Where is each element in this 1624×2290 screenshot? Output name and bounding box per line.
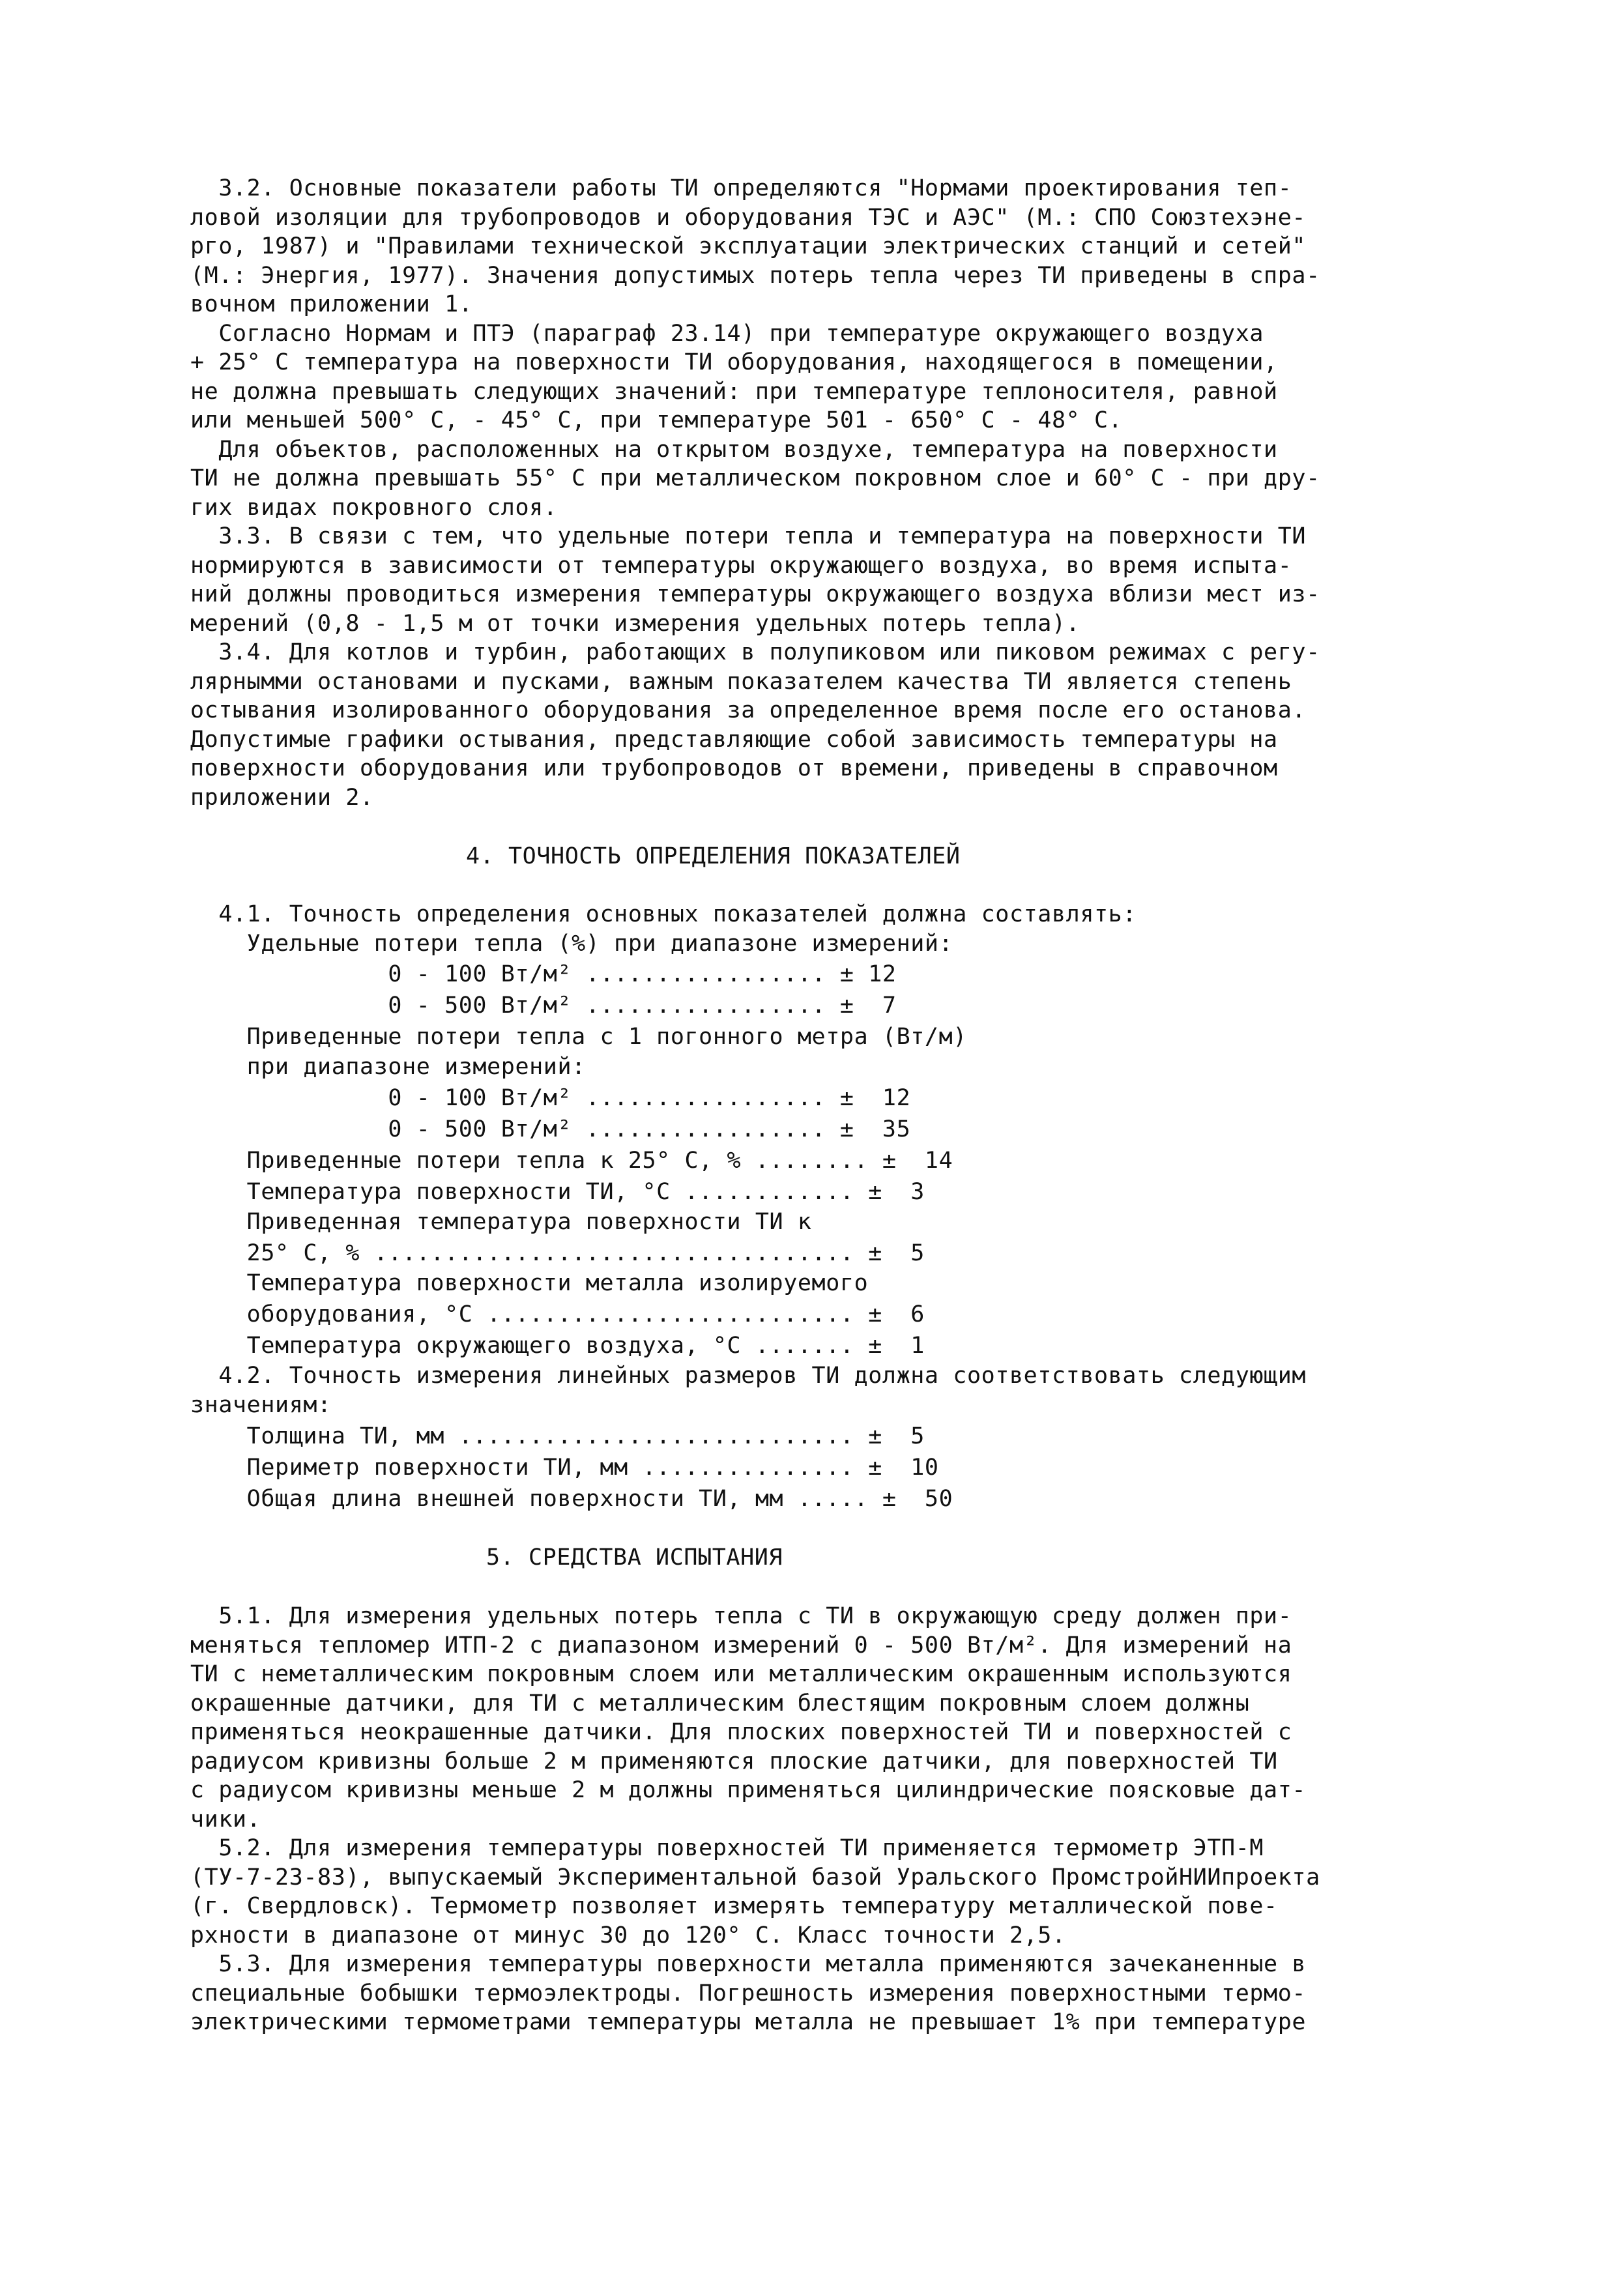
text-line: 0 - 500 Вт/м² ................. ± 35 bbox=[190, 1116, 911, 1142]
text-line: применяться неокрашенные датчики. Для плоских поверхностей ТИ и поверхностей с bbox=[190, 1719, 1292, 1745]
text-line: 5.3. Для измерения температуры поверхности металла применяются зачеканенные в bbox=[190, 1951, 1307, 1977]
text-line: ний должны проводиться измерения температуры окружающего воздуха вблизи мест из- bbox=[190, 581, 1320, 607]
text-line: 0 - 100 Вт/м² ................. ± 12 bbox=[190, 1085, 911, 1111]
text-line: специальные бобышки термоэлектроды. Погрешность измерения поверхностными термо- bbox=[190, 1980, 1307, 2007]
text-line: ТИ с неметаллическим покровным слоем или металлическим окрашенным используются bbox=[190, 1661, 1292, 1687]
text-line: не должна превышать следующих значений: при температуре теплоносителя, равной bbox=[190, 379, 1278, 405]
text-line: Температура окружающего воздуха, °С ....... ± 1 bbox=[190, 1333, 925, 1359]
text-line: 4.1. Точность определения основных показателей должна составлять: bbox=[190, 901, 1137, 927]
text-line: электрическими термометрами температуры металла не превышает 1% при температуре bbox=[190, 2009, 1307, 2035]
text-line: значениям: bbox=[190, 1392, 332, 1418]
text-line: 0 - 100 Вт/м² ................. ± 12 bbox=[190, 961, 897, 987]
text-line: Для объектов, расположенных на открытом воздухе, температура на поверхности bbox=[190, 437, 1278, 463]
text-line: Общая длина внешней поверхности ТИ, мм ..... ± 50 bbox=[190, 1486, 953, 1512]
text-line: гих видах покровного слоя. bbox=[190, 495, 558, 521]
text-line: Удельные потери тепла (%) при диапазоне измерений: bbox=[190, 931, 953, 957]
text-line: при диапазоне измерений: bbox=[190, 1054, 586, 1080]
text-line: 3.2. Основные показатели работы ТИ определяются "Нормами проектирования теп- bbox=[190, 175, 1292, 201]
text-line: Согласно Нормам и ПТЭ (параграф 23.14) при температуре окружающего воздуха bbox=[190, 321, 1264, 347]
text-line: оборудования, °С .......................... ± 6 bbox=[190, 1301, 925, 1327]
text-line: нормируются в зависимости от температуры окружающего воздуха, во время испыта- bbox=[190, 553, 1292, 579]
text-line: мерений (0,8 - 1,5 м от точки измерения удельных потерь тепла). bbox=[190, 611, 1080, 637]
text-line: Толщина ТИ, мм ............................ ± 5 bbox=[190, 1423, 925, 1449]
text-line: рго, 1987) и "Правилами технической эксплуатации электрических станций и сетей" bbox=[190, 233, 1307, 259]
text-line: Приведенная температура поверхности ТИ к bbox=[190, 1209, 812, 1235]
text-line: 5.2. Для измерения температуры поверхностей ТИ применяется термометр ЭТП-М bbox=[190, 1835, 1264, 1861]
text-line: меняться тепломер ИТП-2 с диапазоном измерений 0 - 500 Вт/м². Для измерений на bbox=[190, 1632, 1292, 1659]
text-line: 0 - 500 Вт/м² ................. ± 7 bbox=[190, 993, 897, 1019]
text-line: 5.1. Для измерения удельных потерь тепла с ТИ в окружающую среду должен при- bbox=[190, 1603, 1292, 1629]
text-line: окрашенные датчики, для ТИ с металлическим блестящим покровным слоем должны bbox=[190, 1690, 1250, 1717]
text-line: радиусом кривизны больше 2 м применяются плоские датчики, для поверхностей ТИ bbox=[190, 1748, 1278, 1775]
text-line: или меньшей 500° С, - 45° С, при температуре 501 - 650° С - 48° С. bbox=[190, 407, 1123, 433]
text-line: лярнымми остановами и пусками, важным показателем качества ТИ является степень bbox=[190, 669, 1292, 695]
text-line: ТИ не должна превышать 55° С при металлическом покровном слое и 60° С - при дру- bbox=[190, 465, 1320, 491]
text-line: (ТУ-7-23-83), выпускаемый Экспериментальной базой Уральского ПромстройНИИпроекта bbox=[190, 1864, 1320, 1891]
text-line: 4.2. Точность измерения линейных размеров ТИ должна соответствовать следующим bbox=[190, 1363, 1307, 1389]
text-line: Температура поверхности ТИ, °С ............ ± 3 bbox=[190, 1179, 925, 1205]
text-line: 3.4. Для котлов и турбин, работающих в полупиковом или пиковом режимах с регу- bbox=[190, 639, 1320, 665]
text-line: Приведенные потери тепла к 25° С, % ........ ± 14 bbox=[190, 1148, 953, 1174]
text-line: 25° С, % .................................. ± 5 bbox=[190, 1240, 925, 1266]
text-line: остывания изолированного оборудования за определенное время после его останова. bbox=[190, 697, 1307, 723]
text-line: Приведенные потери тепла с 1 погонного метра (Вт/м) bbox=[190, 1024, 967, 1050]
text-line: (М.: Энергия, 1977). Значения допустимых потерь тепла через ТИ приведены в спра- bbox=[190, 263, 1320, 289]
section-heading: 4. ТОЧНОСТЬ ОПРЕДЕЛЕНИЯ ПОКАЗАТЕЛЕЙ bbox=[466, 843, 961, 869]
text-line: Температура поверхности металла изолируемого bbox=[190, 1270, 869, 1296]
text-line: (г. Свердловск). Термометр позволяет измерять температуру металлической пове- bbox=[190, 1893, 1278, 1919]
text-line: приложении 2. bbox=[190, 785, 374, 811]
text-line: рхности в диапазоне от минус 30 до 120° С. Класс точности 2,5. bbox=[190, 1922, 1066, 1949]
text-line: чики. bbox=[190, 1806, 261, 1833]
text-line: + 25° С температура на поверхности ТИ оборудования, находящегося в помещении, bbox=[190, 349, 1278, 375]
text-line: ловой изоляции для трубопроводов и оборудования ТЭС и АЭС" (М.: СПО Союзтехэне- bbox=[190, 205, 1307, 231]
text-line: с радиусом кривизны меньше 2 м должны применяться цилиндрические поясковые дат- bbox=[190, 1777, 1307, 1803]
section-heading: 5. СРЕДСТВА ИСПЫТАНИЯ bbox=[486, 1544, 783, 1571]
text-line: Допустимые графики остывания, представляющие собой зависимость температуры на bbox=[190, 727, 1278, 753]
text-line: поверхности оборудования или трубопроводов от времени, приведены в справочном bbox=[190, 755, 1278, 781]
text-line: 3.3. В связи с тем, что удельные потери тепла и температура на поверхности ТИ bbox=[190, 523, 1307, 549]
text-line: Периметр поверхности ТИ, мм ............... ± 10 bbox=[190, 1455, 939, 1481]
text-line: вочном приложении 1. bbox=[190, 291, 473, 317]
